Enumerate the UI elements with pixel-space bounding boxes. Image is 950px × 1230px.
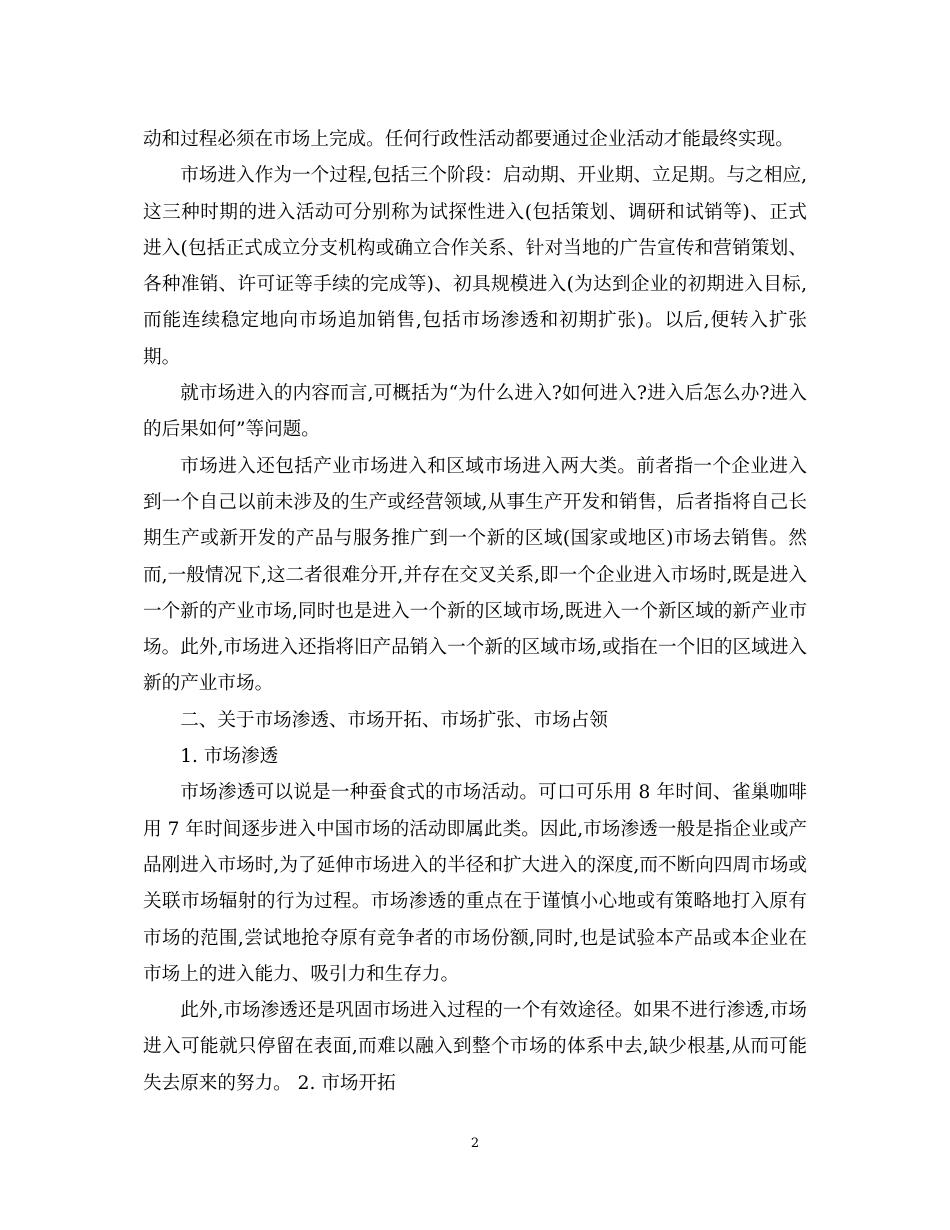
paragraph-market-penetration: 市场渗透可以说是一种蚕食式的市场活动。可口可乐用 8 年时间、雀巢咖啡用 7 年时间逐步进入中国市场的活动即属此类。因此,市场渗透一般是指企业或产品刚进入市场时,为了延伸市场进入的半径和扩大进入的深度,而不断向四周市场或关联市场辐射的行为过程。市场渗透的重点在于谨慎小心地或有策略地打入原有市场的范围,尝试地抢夺原有竞争者的市场份额,同时,也是试验本产品或本企业在市场上的进入能力、吸引力和生存力。 <box>143 782 807 985</box>
section-heading: 二、关于市场渗透、市场开拓、市场扩张、市场占领 <box>180 709 608 731</box>
paragraph-penetration-consolidation: 此外,市场渗透还是巩固市场进入过程的一个有效途径。如果不进行渗透,市场进入可能就只停留在表面,而难以融入到整个市场的体系中去,缺少根基,从而可能失去原来的努力。 2. 市场开拓 <box>143 1000 807 1094</box>
paragraph-market-entry-content: 就市场进入的内容而言,可概括为“为什么进入?如何进入?进入后怎么办?进入的后果如何”等问题。 <box>143 383 807 441</box>
paragraph-market-entry-stages: 市场进入作为一个过程,包括三个阶段：启动期、开业期、立足期。与之相应,这三种时期的进入活动可分别称为试探性进入(包括策划、调研和试销等)、正式进入(包括正式成立分支机构或确立合作关系、针对当地的广告宣传和营销策划、各种准销、许可证等手续的完成等)、初具规模进入(为达到企业的初期进入目标,而能连续稳定地向市场追加销售,包括市场渗透和初期扩张)。以后,便转入扩张期。 <box>143 165 807 368</box>
paragraph-continuation: 动和过程必须在市场上完成。任何行政性活动都要通过企业活动才能最终实现。 <box>143 129 794 150</box>
page-number: 2 <box>470 1136 480 1151</box>
subsection-heading-penetration: 1. 市场渗透 <box>180 746 279 768</box>
paragraph-market-entry-types: 市场进入还包括产业市场进入和区域市场进入两大类。前者指一个企业进入到一个自己以前未涉及的生产或经营领域,从事生产开发和销售，后者指将自己长期生产或新开发的产品与服务推广到一个新的区域(国家或地区)市场去销售。然而,一般情况下,这二者很难分开,并存在交叉关系,即一个企业进入市场时,既是进入一个新的产业市场,同时也是进入一个新的区域市场,既进入一个新区域的新产业市场。此外,市场进入还指将旧产品销入一个新的区域市场,或指在一个旧的区域进入新的产业市场。 <box>143 455 807 695</box>
body-text <box>143 122 807 1102</box>
